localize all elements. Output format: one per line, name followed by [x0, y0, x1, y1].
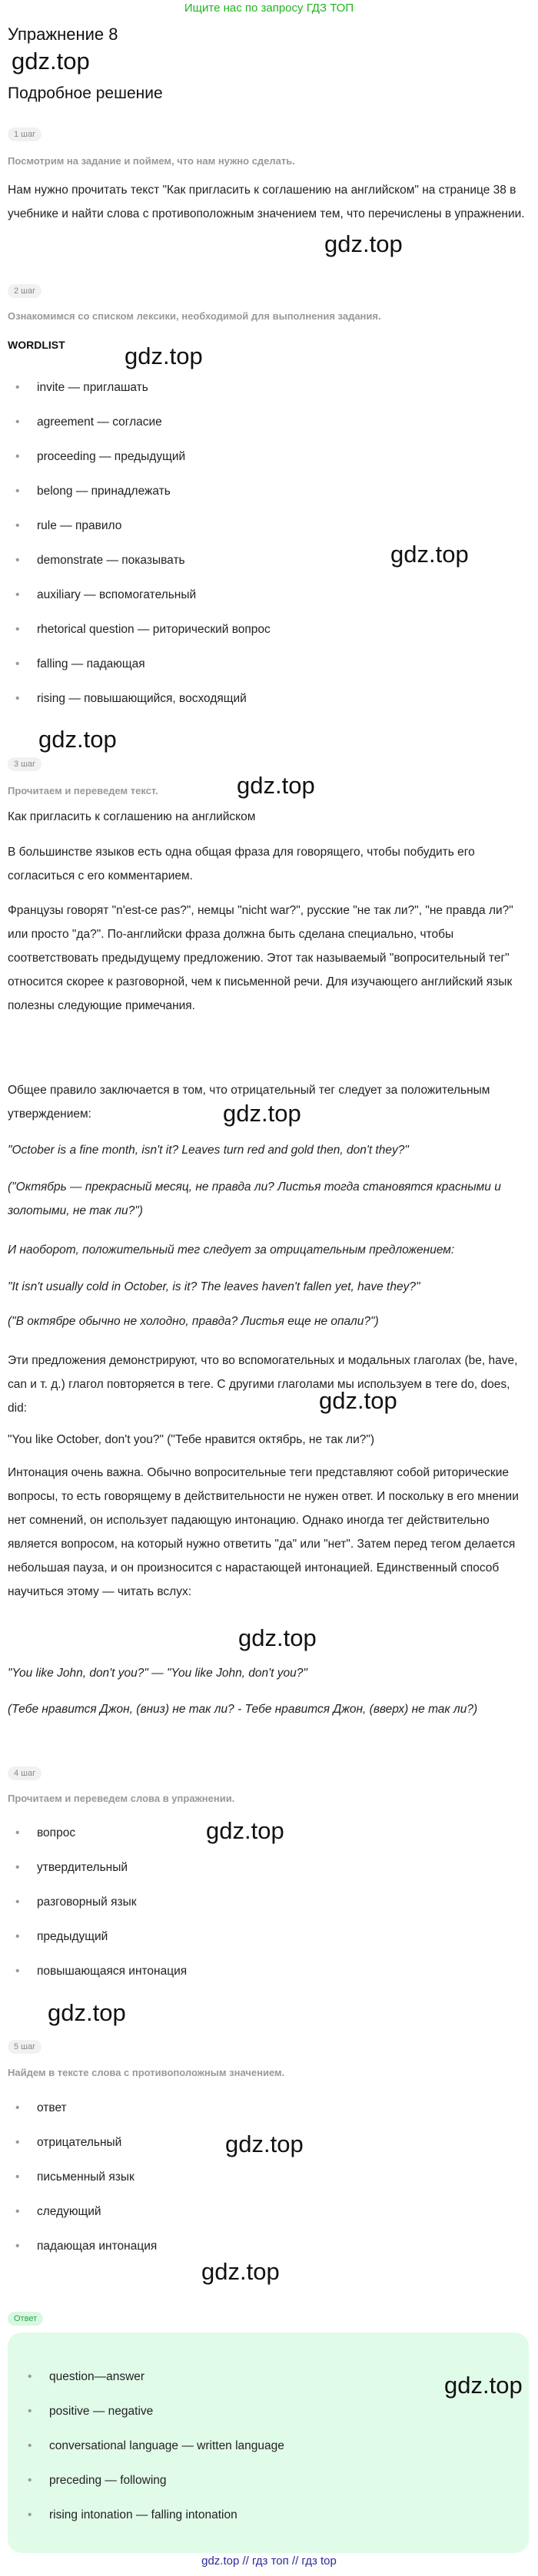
step-description: Посмотрим на задание и поймем, что нам нужно сделать. [8, 155, 295, 167]
text-paragraph: Эти предложения демонстрируют, что во вспомогательных и модальных глаголах (be, have, can и т. д.) глагол повторяется в теге. С другими глаголами мы используем в теге do, does, did: [8, 1354, 518, 1415]
watermark: gdz.top [223, 1100, 301, 1127]
list-item: • следующий [15, 2194, 523, 2229]
watermark: gdz.top [238, 1624, 317, 1651]
step-badge: 3 шаг [8, 757, 42, 771]
section-title: Подробное решение [8, 84, 163, 102]
example-sentence: "You like October, don't you?" ("Тебе нравится октябрь, не так ли?") [8, 1433, 375, 1446]
step-description: Ознакомимся со списком лексики, необходимой для выполнения задания. [8, 310, 381, 322]
watermark: gdz.top [12, 48, 90, 74]
watermark: gdz.top [125, 343, 203, 369]
text-paragraph: В большинстве языков есть одна общая фраза для говорящего, чтобы побудить его согласиться с его комментарием. [8, 846, 475, 882]
list-item: • разговорный язык [15, 1885, 523, 1919]
list-item: • question—answer [28, 2359, 489, 2394]
answer-list [28, 2359, 489, 2532]
example-sentence: "It isn't usually cold in October, is it? The leaves haven't fallen yet, have they?" [8, 1280, 420, 1293]
step-description: Найдем в тексте слова с противоположным значением. [8, 2067, 285, 2078]
example-sentence: "October is a fine month, isn't it? Leaves turn red and gold then, don't they?" [8, 1144, 409, 1157]
example-translation: (Тебе нравится Джон, (вниз) не так ли? - Тебе нравится Джон, (вверх) не так ли?) [8, 1703, 478, 1716]
text-paragraph: Французы говорят "n'est-ce pas?", немцы "nicht war?", русские "не так ли?", "не правда ли?" или просто "да?". По-английски фраза должна быть сделана специально, чтобы соответствовать предыдущему предложению. Этот так называемый "вопросительный тег" относится скорее к разговорной, чем к письменной речи. Для изучающего английский язык полезны следующие примечания. [8, 904, 513, 1012]
list-item: • auxiliary — вспомогательный [15, 578, 523, 612]
footer-links[interactable]: gdz.top // гдз топ // гдз top [201, 2554, 337, 2568]
list-item: • письменный язык [15, 2160, 523, 2194]
list-item: • preceding — following [28, 2463, 489, 2498]
list-item: • agreement — согласие [15, 405, 523, 439]
watermark: gdz.top [237, 772, 315, 799]
step-description: Прочитаем и переведем слова в упражнении. [8, 1793, 235, 1804]
list-item: • повышающаяся интонация [15, 1954, 523, 1988]
list-item: • предыдущий [15, 1919, 523, 1954]
list-item: • invite — приглашать [15, 370, 523, 405]
watermark: gdz.top [225, 2131, 304, 2157]
watermark: gdz.top [390, 541, 469, 568]
list-item: • rising — повышающийся, восходящий [15, 681, 523, 716]
text-paragraph: И наоборот, положительный тег следует за отрицательным предложением: [8, 1243, 455, 1257]
example-translation: ("Октябрь — прекрасный месяц, не правда ли? Листья тогда становятся красными и золотыми, не так ли?") [8, 1180, 501, 1217]
step-badge: 1 шаг [8, 127, 42, 141]
list-item: • falling — падающая [15, 647, 523, 681]
example-translation: ("В октябре обычно не холодно, правда? Листья еще не опали?") [8, 1315, 379, 1328]
step-badge: 4 шаг [8, 1766, 42, 1780]
watermark: gdz.top [201, 2258, 280, 2285]
step1-paragraph: Нам нужно прочитать текст "Как пригласить к соглашению на английском" на странице 38 в учебнике и найти слова с противоположным значением тем, что перечислены в упражнении. [8, 184, 525, 220]
step-badge: 2 шаг [8, 284, 42, 298]
list-item: • ответ [15, 2091, 523, 2125]
step-description: Прочитаем и переведем текст. [8, 785, 158, 796]
watermark: gdz.top [48, 1999, 126, 2026]
list-item: • rhetorical question — риторический вопрос [15, 612, 523, 647]
text-paragraph: Общее правило заключается в том, что отрицательный тег следует за положительным утверждением: [8, 1084, 490, 1121]
step-badge: 5 шаг [8, 2040, 42, 2054]
wordlist-heading: WORDLIST [8, 339, 65, 351]
list-item: • belong — принадлежать [15, 474, 523, 508]
list-item: • утвердительный [15, 1850, 523, 1885]
answer-badge: Ответ [8, 2312, 43, 2326]
example-sentence: "You like John, don't you?" — "You like John, don't you?" [8, 1667, 307, 1680]
list-item: • proceeding — предыдущий [15, 439, 523, 474]
list-item: • rising intonation — falling intonation [28, 2498, 489, 2532]
list-item: • demonstrate — показывать [15, 543, 523, 578]
page-title: Упражнение 8 [8, 25, 118, 44]
list-item: • отрицательный [15, 2125, 523, 2160]
watermark: gdz.top [324, 230, 403, 257]
watermark: gdz.top [206, 1817, 284, 1844]
list-item: • positive — negative [28, 2394, 489, 2429]
step5-word-list [15, 2091, 523, 2263]
top-promo-link[interactable]: Ищите нас по запросу ГДЗ ТОП [184, 2, 354, 15]
text-paragraph: Интонация очень важна. Обычно вопросительные теги представляют собой риторические вопросы, то есть говорящему в действительности не нужен ответ. И поскольку в его мнении нет сомнений, он использует падающую интонацию. Однако иногда тег действительно является вопросом, на который нужно ответить "да" или "нет". Затем перед тегом делается небольшая пауза, и он произносится с нарастающей интонацией. Единственный способ научиться этому — читать вслух: [8, 1466, 519, 1598]
watermark: gdz.top [444, 2372, 523, 2399]
watermark: gdz.top [319, 1387, 397, 1414]
list-item: • rule — правило [15, 508, 523, 543]
watermark: gdz.top [38, 726, 117, 753]
list-item: • вопрос [15, 1816, 523, 1850]
list-item: • conversational language — written language [28, 2429, 489, 2463]
list-item: • падающая интонация [15, 2229, 523, 2263]
text-title: Как пригласить к соглашению на английском [8, 810, 256, 823]
step4-word-list [15, 1816, 523, 1988]
